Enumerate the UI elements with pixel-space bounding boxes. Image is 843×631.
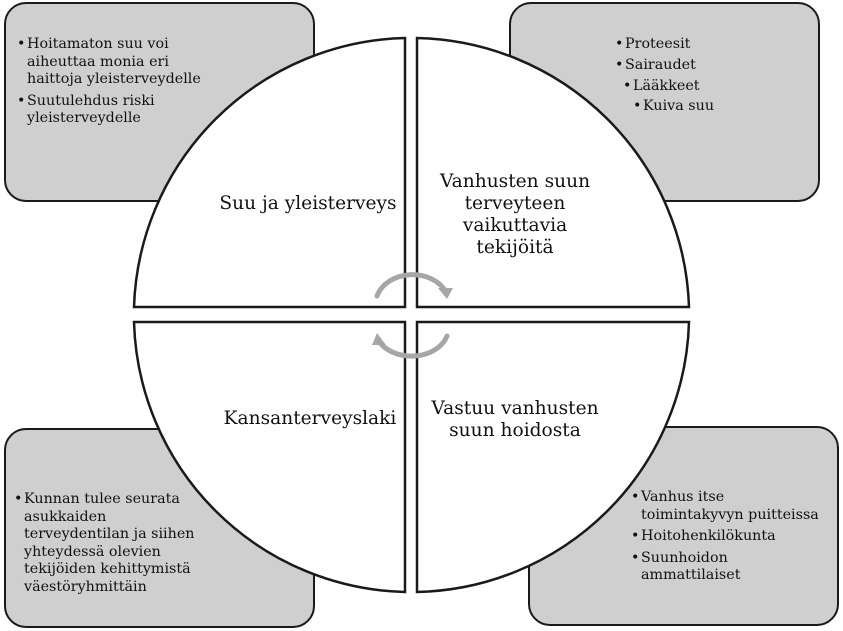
quadrant-label-top-left: Suu ja yleisterveys [219,193,397,214]
list-item-line: ammattilaiset [641,567,741,584]
quadrant-top-left [134,38,405,307]
quadrant-label-bottom-left: Kansanterveyslaki [223,408,397,429]
list-item: • Sairaudet [615,57,696,75]
label-line: tekijöitä [476,237,554,258]
quadrant-label-bottom-right [420,398,610,442]
list-item: • Kuiva suu [633,98,714,116]
label-line: suun hoidosta [449,420,581,441]
list-item-line: • Hoitamaton suu voi [27,36,169,52]
list-item-line: • Kunnan tulee seurata [24,491,180,507]
list-item-line: tekijöiden kehittymistä [24,561,191,578]
quadrant-label-top-right [420,171,610,259]
list-item-line: • Vanhus itse [641,489,725,505]
label-line: Vastuu vanhusten [431,398,599,419]
list-item-line: asukkaiden [24,508,107,525]
list-item-line: • Hoitohenkilökunta [641,528,776,545]
list-item-line: väestöryhmittäin [24,578,147,595]
list-item-line: • Suutulehdus riski [27,92,155,109]
list-item-line: terveydentilan ja siihen [24,526,195,543]
label-line: terveyteen [464,193,566,214]
list-item-line: haittoja yleisterveydelle [27,71,201,88]
label-line: vaikuttavia [462,215,568,236]
list-item-line: • Suunhoidon [641,549,728,566]
list-item: • Proteesit [615,36,690,54]
quadrant-bottom-left [134,322,405,592]
label-line: Vanhusten suun [439,171,591,192]
list-item: • Lääkkeet [623,78,700,96]
list-item-line: yhteydessä olevien [24,543,161,560]
list-item-line: yleisterveydelle [27,110,141,127]
list-item-line: toimintakyvyn puitteissa [641,506,819,523]
list-item-line: aiheuttaa monia eri [27,53,169,70]
quadrant-bottom-right [417,322,689,592]
circular-arrows-icon [372,275,453,356]
